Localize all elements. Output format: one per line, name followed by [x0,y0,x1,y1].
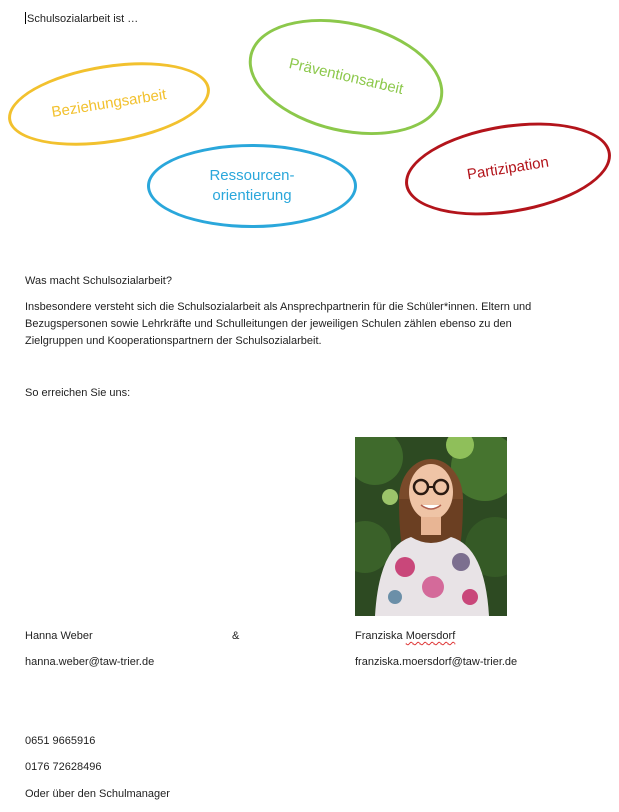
contact-email-right: franziska.moersdorf@taw-trier.de [355,656,518,668]
bubble-label: Präventionsarbeit [287,55,405,98]
bubble-praeventionsarbeit [237,1,455,153]
bubble-label: Beziehungsarbeit [50,86,168,121]
contact-name-right [355,629,455,643]
section-question: Was macht Schulsozialarbeit? [25,275,172,287]
reach-heading: So erreichen Sie uns: [25,387,131,399]
contact-name-left: Hanna Weber [25,630,93,642]
bubble-partizipation [398,109,617,228]
text-cursor [25,12,26,24]
bubble-label: Ressourcen- orientierung [209,167,295,204]
bubble-label: Partizipation [465,153,551,184]
contact-email-left: hanna.weber@taw-trier.de [25,656,155,668]
heading-line [25,12,138,26]
ampersand: & [232,630,240,642]
page-heading: Schulsozialarbeit ist … [27,13,139,25]
first-name: Franziska [355,630,403,642]
portrait-photo [355,437,507,616]
closing-line: Oder über den Schulmanager [25,788,170,800]
bubble-beziehungsarbeit [2,50,216,159]
phone-2: 0176 72628496 [25,761,102,773]
body-paragraph: Insbesondere versteht sich die Schulsozialarbeit als Ansprechpartnerin für die Schüler*innen. Eltern und Bezugspersonen sowie Lehrkräfte und Schulleitungen der jeweiligen Schulen zählen ebenso zu den Zielgruppen und Kooperationspartnern der Schulsozialarbeit. [25,301,532,347]
last-name-spellcheck: Moersdorf [405,630,456,642]
phone-1: 0651 9665916 [25,735,96,747]
bubble-ressourcenorientierung [147,144,357,228]
